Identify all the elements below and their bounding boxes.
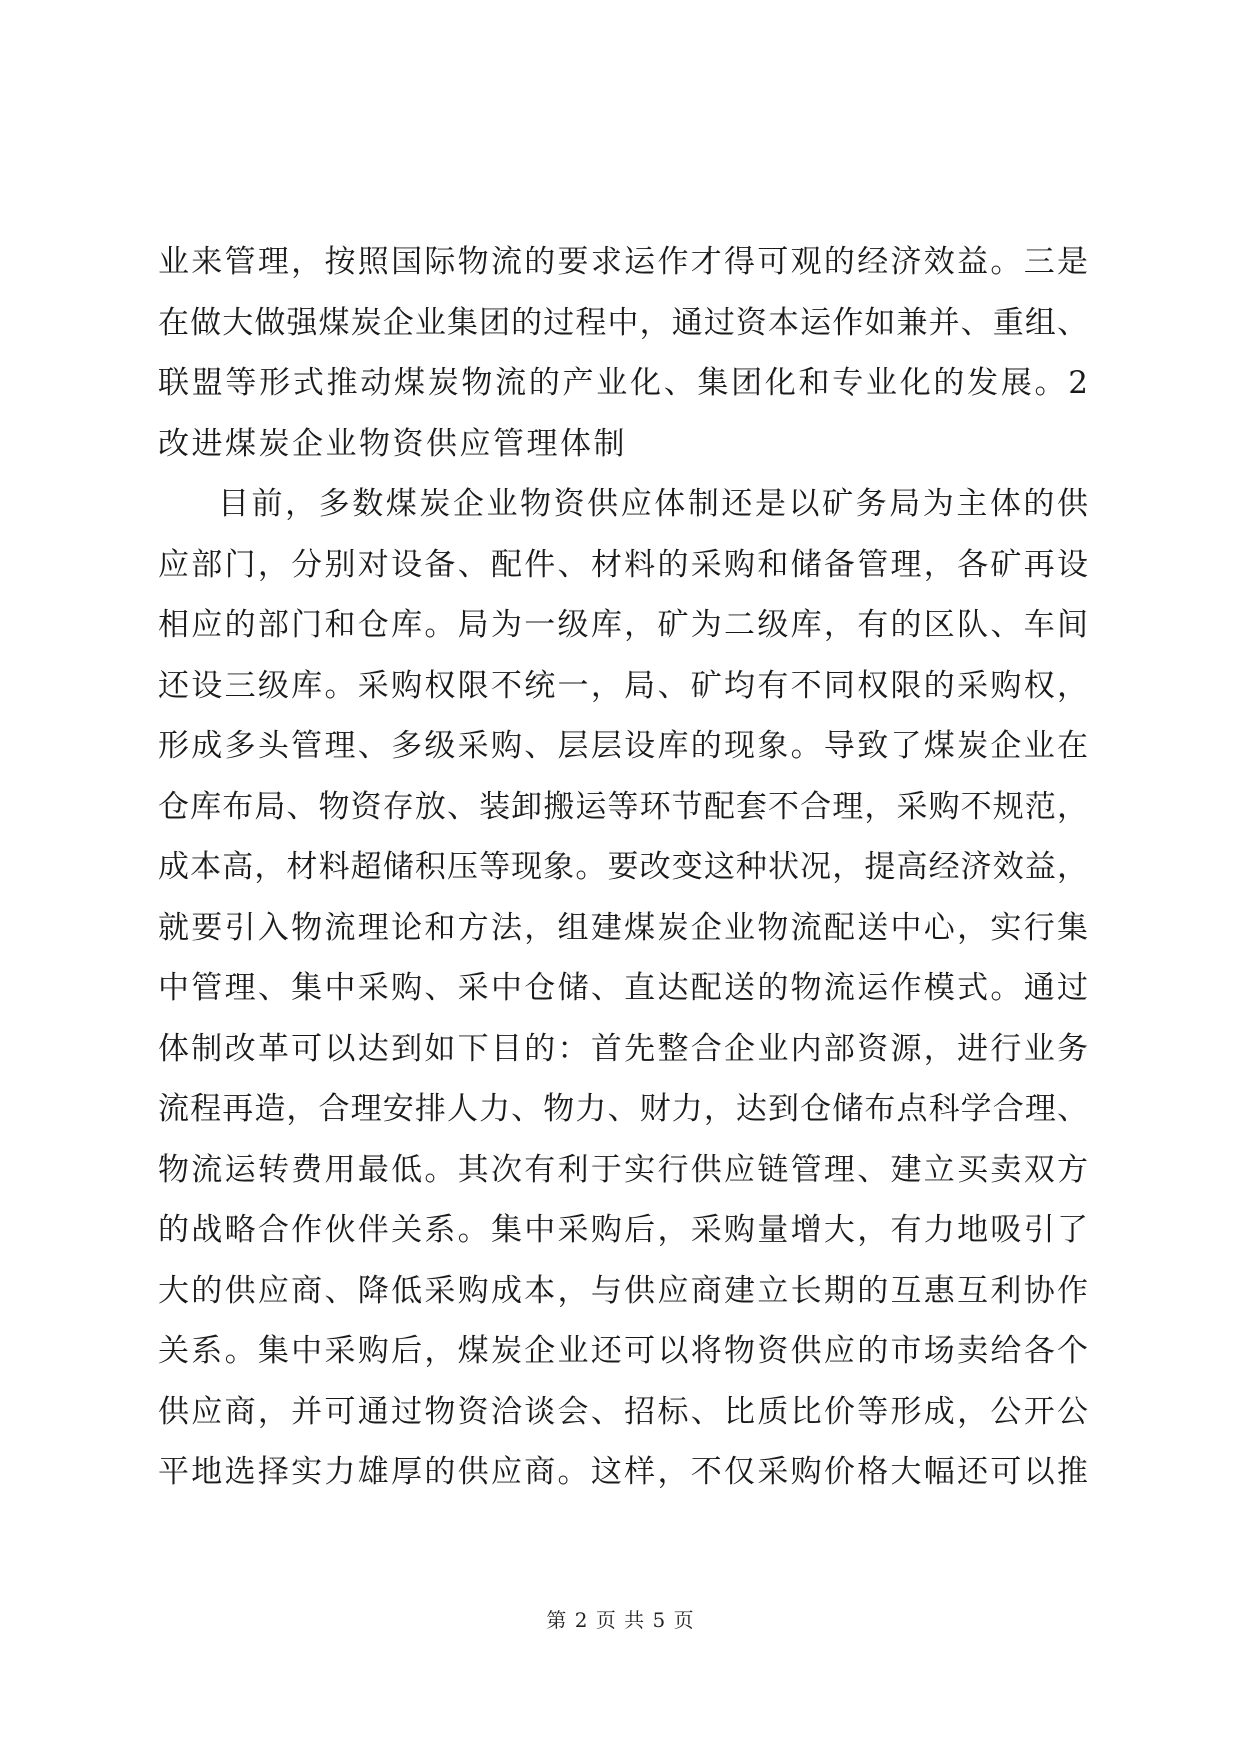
text-line: 改进煤炭企业物资供应管理体制: [158, 425, 627, 462]
text-line: 成本高，材料超储积压等现象。要改变这种状况，提高经济效益，: [158, 849, 1088, 885]
text-line: 应部门，分别对设备、配件、材料的采购和储备管理，各矿再设: [158, 546, 1088, 583]
text-line: 联盟等形式推动煤炭物流的产业化、集团化和专业化的发展。2: [158, 365, 1088, 401]
text-line: 物流运转费用最低。其次有利于实行供应链管理、建立买卖双方: [158, 1151, 1088, 1188]
text-line: 的战略合作伙伴关系。集中采购后，采购量增大，有力地吸引了: [158, 1212, 1088, 1248]
text-line: 仓库布局、物资存放、装卸搬运等环节配套不合理，采购不规范，: [158, 788, 1088, 825]
text-line: 在做大做强煤炭企业集团的过程中，通过资本运作如兼并、重组、: [158, 304, 1088, 341]
text-line: 形成多头管理、多级采购、层层设库的现象。导致了煤炭企业在: [158, 728, 1088, 764]
text-line: 供应商，并可通过物资洽谈会、招标、比质比价等形成，公开公: [158, 1393, 1088, 1430]
text-line: 大的供应商、降低采购成本，与供应商建立长期的互惠互利协作: [158, 1272, 1088, 1309]
text-line: 业来管理，按照国际物流的要求运作才得可观的经济效益。三是: [158, 244, 1088, 280]
page-number-footer: 第 2 页 共 5 页: [546, 1608, 695, 1632]
body-text: [158, 232, 1088, 1503]
text-line: 目前，多数煤炭企业物资供应体制还是以矿务局为主体的供: [218, 486, 1088, 522]
text-line: 还设三级库。采购权限不统一，局、矿均有不同权限的采购权，: [158, 667, 1088, 704]
text-line: 中管理、集中采购、采中仓储、直达配送的物流运作模式。通过: [158, 970, 1088, 1006]
text-line: 体制改革可以达到如下目的：首先整合企业内部资源，进行业务: [158, 1030, 1088, 1067]
text-line: 相应的部门和仓库。局为一级库，矿为二级库，有的区队、车间: [158, 607, 1088, 643]
text-line: 平地选择实力雄厚的供应商。这样，不仅采购价格大幅还可以推: [158, 1454, 1088, 1490]
text-line: 就要引入物流理论和方法，组建煤炭企业物流配送中心，实行集: [158, 909, 1088, 946]
text-line: 流程再造，合理安排人力、物力、财力，达到仓储布点科学合理、: [158, 1091, 1088, 1127]
text-line: 关系。集中采购后，煤炭企业还可以将物资供应的市场卖给各个: [158, 1333, 1088, 1369]
